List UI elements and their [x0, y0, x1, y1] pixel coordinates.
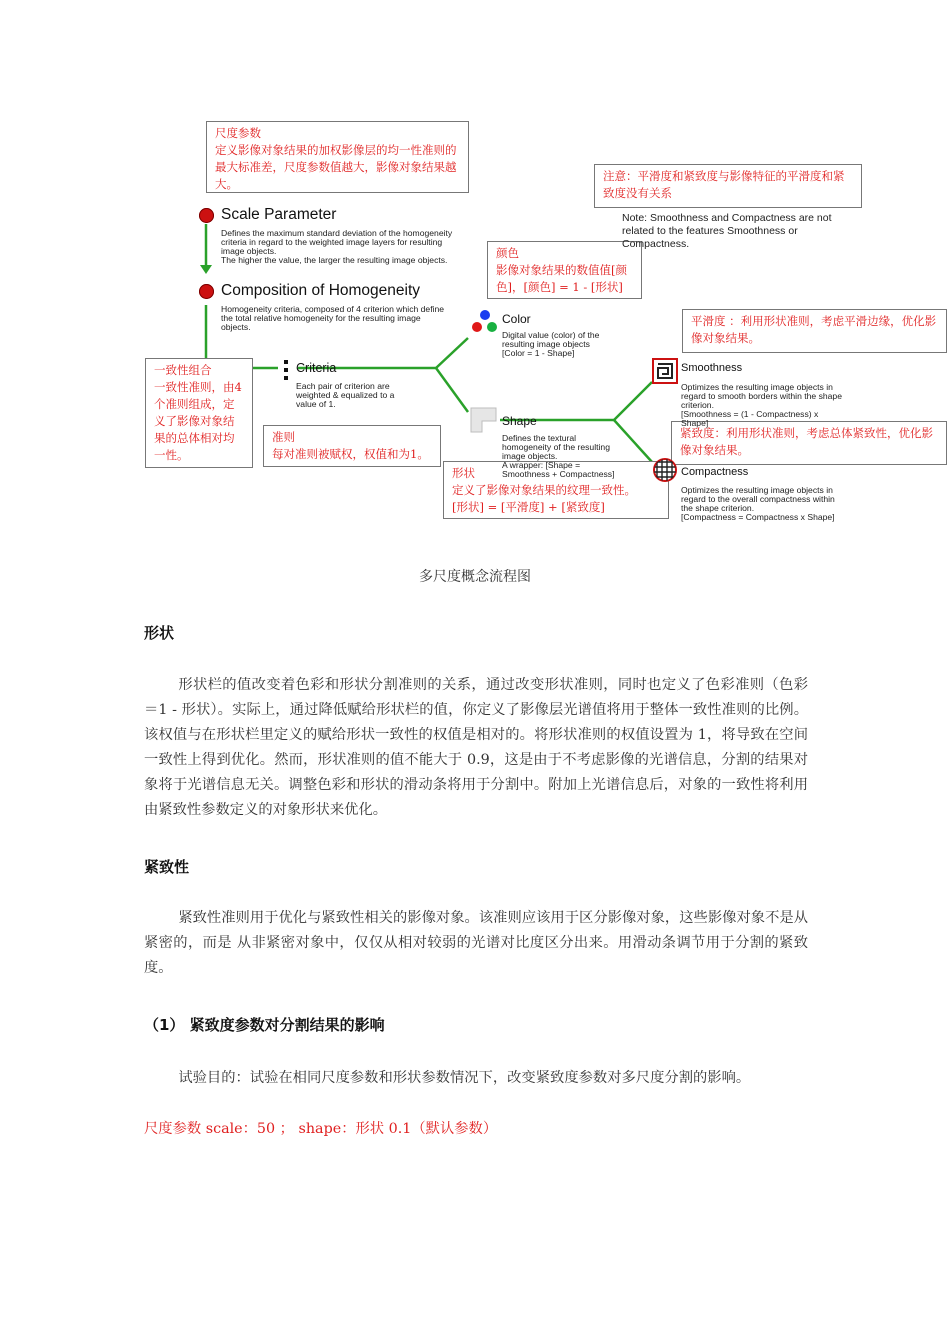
scale-parameter-title: Scale Parameter: [221, 206, 337, 223]
arrow-head: [200, 265, 212, 274]
paragraph-compactness: 紧致性准则用于优化与紧致性相关的影像对象。该准则应该用于区分影像对象，这些影像对象不是从紧密的，而是 从非紧密对象中，仅仅从相对较弱的光谱对比度区分出来。用滑动条调节用于分割的紧致度。: [144, 910, 808, 976]
scale-parameter-desc: Defines the maximum standard deviation of the homogeneity criteria in regard to the weighted image layers for resulting image objects. The higher the value, the larger the resulting image objects.: [221, 228, 453, 265]
section-heading-shape: 形状: [144, 624, 175, 642]
smoothness-note: 平滑度 ：利用形状准则，考虑平滑边缘，优化影像对象结果。: [682, 309, 947, 353]
scale-parameter-dot: [199, 208, 214, 223]
smoothness-compactness-note: 注意：平滑度和紧致度与影像特征的平滑度和紧致度没有关系: [594, 164, 862, 208]
compactness-icon: [652, 457, 678, 483]
section-heading-experiment: （1） 紧致度参数对分割结果的影响: [144, 1016, 385, 1034]
compactness-desc: Optimizes the resulting image objects in regard to the overall compactness within the shape criterion. [Compactness = Compactness x Shape]: [681, 485, 835, 522]
smoothness-icon: [652, 358, 678, 384]
composition-dot: [199, 284, 214, 299]
color-icon: [470, 309, 500, 335]
section-heading-compactness: 紧致性: [144, 858, 190, 876]
color-desc: Digital value (color) of the resulting image objects [Color = 1 - Shape]: [502, 330, 600, 358]
composition-desc: Homogeneity criteria, composed of 4 criterion which define the total relative homogeneity for the resulting image objects.: [221, 304, 445, 332]
note-english: Note: Smoothness and Compactness are not related to the features Smoothness or Compactness.: [622, 212, 832, 250]
paragraph-shape: 形状栏的值改变着色彩和形状分割准则的关系，通过改变形状准则，同时也定义了色彩准则（色彩 ＝1 - 形状）。实际上，通过降低赋给形状栏的值，你定义了影像层光谱值将用于整体一致性准则的比例。该权值与在形状栏里定义的赋给形状一致性的权值是相对的。将形状准则的权值设置为 1，将导致在空间一致性上得到优化。然而，形状准则的值不能大于 0.9，这是由于不考虑影像的光谱信息，分割的结果对象将于光谱信息无关。调整色彩和形状的滑动条将用于分割中。附加上光谱信息后，对象的一致性将利用由紧致性参数定义的对象形状来优化。: [144, 677, 808, 818]
compactness-title: Compactness: [681, 466, 749, 478]
experiment-parameters: 尺度参数 scale：50 ； shape：形状 0.1（默认参数）: [144, 1121, 498, 1137]
smoothness-desc: Optimizes the resulting image objects in regard to smooth borders within the shape criterion. [Smoothness = (1 - Compactness) x Shape]: [681, 382, 842, 428]
compactness-note: 紧致度：利用形状准则，考虑总体紧致性，优化影像对象结果。: [671, 421, 947, 465]
criteria-desc: Each pair of criterion are weighted & equalized to a value of 1.: [296, 381, 395, 409]
figure-caption: 多尺度概念流程图: [419, 569, 531, 585]
criteria-title: Criteria: [296, 361, 337, 375]
branch-color-line: [436, 338, 468, 368]
branch-smoothness-line: [614, 382, 652, 420]
branch-shape-line: [436, 368, 468, 412]
shape-note: 形状 定义了影像对象结果的纹理一致性。 [形状] = [平滑度] + [紧致度]: [443, 461, 669, 519]
multiscale-concept-diagram: [0, 0, 950, 560]
color-title: Color: [502, 312, 531, 326]
smoothness-title: Smoothness: [681, 362, 743, 374]
scale-parameter-note: 尺度参数 定义影像对象结果的加权影像层的均一性准则的最大标准差，尺度参数值越大，影像对象结果越大。: [206, 121, 469, 193]
criteria-note: 准则 每对准则被赋权，权值和为1。: [263, 425, 441, 467]
criteria-icon: [282, 360, 292, 384]
shape-desc: Defines the textural homogeneity of the resulting image objects. A wrapper: [Shape = Smoothness + Compactness]: [502, 433, 615, 479]
composition-title: Composition of Homogeneity: [221, 282, 421, 299]
homogeneity-composition-note: 一致性组合 一致性准则，由4个准则组成，定义了影像对象结果的总体相对均一性。: [145, 358, 253, 468]
shape-title: Shape: [502, 414, 537, 428]
shape-icon: [470, 407, 498, 433]
paragraph-experiment: 试验目的：试验在相同尺度参数和形状参数情况下，改变紧致度参数对多尺度分割的影响。: [178, 1070, 751, 1086]
color-note: 颜色 影像对象结果的数值值[颜色]，[颜色] = 1 - [形状]: [487, 241, 642, 299]
